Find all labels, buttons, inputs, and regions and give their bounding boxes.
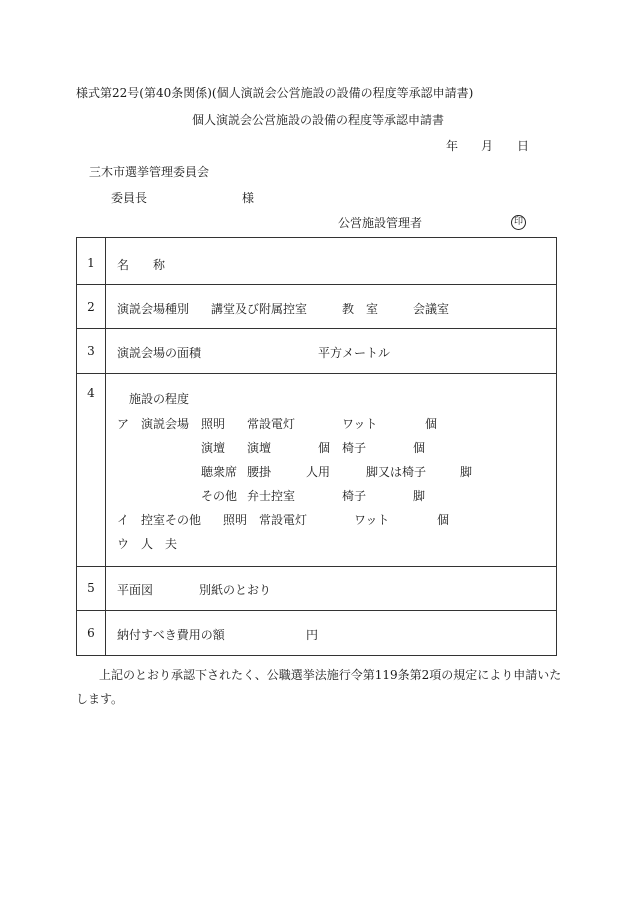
lighting-label: 照明 (223, 513, 248, 527)
date-day: 日 (517, 139, 530, 153)
name-label: 名 称 (117, 258, 166, 272)
seal-mark (511, 213, 526, 230)
venue-area-label: 演説会場の面積 (117, 346, 202, 360)
row-divider (77, 373, 556, 374)
section-i-label: 控室その他 (141, 513, 202, 527)
row-number: 4 (87, 386, 95, 400)
count-unit: 個 (425, 417, 438, 431)
lighting-label: 照明 (201, 417, 226, 431)
row-divider (77, 566, 556, 567)
yen-unit: 円 (306, 628, 319, 642)
count-unit: 個 (318, 441, 331, 455)
row-number: 2 (87, 300, 95, 314)
chair-label: 椅子 (342, 441, 367, 455)
other-label: その他 (201, 489, 238, 503)
date-month: 月 (481, 139, 494, 153)
count-unit: 個 (413, 441, 426, 455)
floor-plan-label: 平面図 (117, 583, 154, 597)
audience-seats-label: 聴衆席 (201, 465, 238, 479)
count-unit: 個 (437, 513, 450, 527)
persons-unit: 人用 (306, 465, 331, 479)
fee-label: 納付すべき費用の額 (117, 628, 225, 642)
venue-type-option-meeting-room: 会議室 (413, 302, 450, 316)
chairman-label: 委員長 (111, 191, 148, 205)
seal-icon: 印 (511, 215, 526, 230)
row-divider (77, 284, 556, 285)
date-year: 年 (446, 139, 459, 153)
honorific: 様 (242, 191, 255, 205)
venue-type-option-hall: 講堂及び附属控室 (211, 302, 308, 316)
row-number: 3 (87, 344, 95, 358)
podium-label: 演壇 (201, 441, 226, 455)
venue-type-option-classroom: 教 室 (342, 302, 379, 316)
form-number-label: 様式第22号(第40条関係)(個人演説会公営施設の設備の程度等承認申請書) (76, 86, 474, 100)
closing-statement-line1: 上記のとおり承認下されたく、公職選挙法施行令第119条第2項の規定により申請いた (99, 668, 562, 682)
legs-unit: 脚 (460, 465, 473, 479)
row-number: 5 (87, 581, 95, 595)
area-unit: 平方メートル (318, 346, 391, 360)
section-a-label: 演説会場 (141, 417, 190, 431)
facility-level-heading: 施設の程度 (129, 392, 190, 406)
venue-type-label: 演説会場種別 (117, 302, 190, 316)
legs-or-chairs-label: 脚又は椅子 (366, 465, 427, 479)
row-divider (77, 328, 556, 329)
watt-unit: ワット (354, 513, 390, 527)
legs-unit: 脚 (413, 489, 426, 503)
chair-label: 椅子 (342, 489, 367, 503)
watt-unit: ワット (342, 417, 378, 431)
closing-statement-line2: します。 (76, 692, 124, 706)
application-table (76, 237, 557, 656)
applicant-label: 公営施設管理者 (338, 216, 423, 230)
permanent-light-label: 常設電灯 (247, 417, 296, 431)
bench-label: 腰掛 (247, 465, 272, 479)
section-u-label: 人 夫 (141, 537, 178, 551)
column-divider (105, 238, 106, 655)
section-a-prefix: ア (117, 417, 130, 431)
section-i-prefix: イ (117, 513, 130, 527)
addressee: 三木市選挙管理委員会 (89, 165, 210, 179)
document-title: 個人演説会公営施設の設備の程度等承認申請書 (192, 113, 445, 127)
speaker-room-label: 弁士控室 (247, 489, 296, 503)
row-number: 1 (87, 256, 95, 270)
row-divider (77, 610, 556, 611)
floor-plan-value: 別紙のとおり (199, 583, 272, 597)
row-number: 6 (87, 626, 95, 640)
permanent-light-label: 常設電灯 (259, 513, 308, 527)
podium-item: 演壇 (247, 441, 272, 455)
section-u-prefix: ウ (117, 537, 130, 551)
